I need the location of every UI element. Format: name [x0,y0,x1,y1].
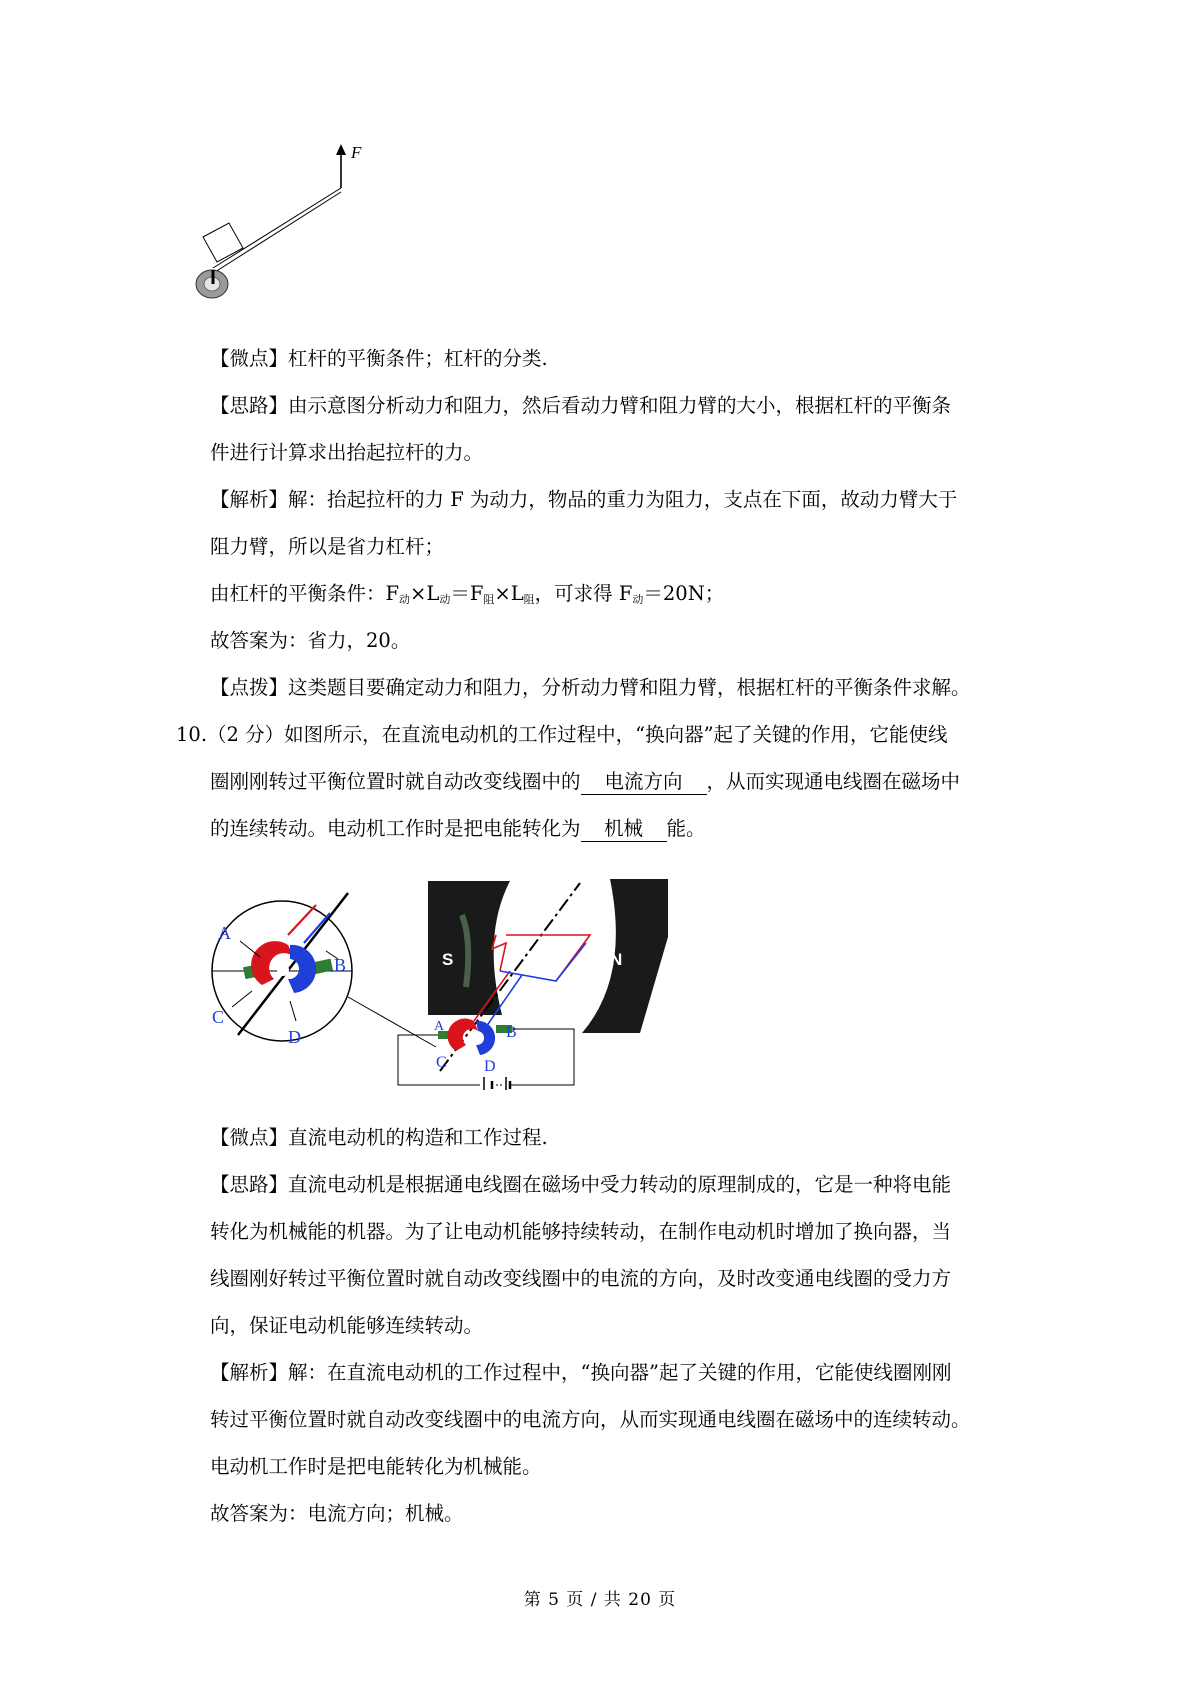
motor-figure [210,875,730,1090]
q9-silu-line2: 件进行计算求出抬起拉杆的力。 [210,441,484,464]
q10-weidian: 【微点】直流电动机的构造和工作过程. [210,1126,548,1149]
coil-blue [500,943,586,981]
small-label-c: C [436,1054,447,1071]
label-a: A [218,923,231,943]
label-b: B [334,955,347,975]
page-footer: 第 5 页 / 共 20 页 [523,1590,677,1610]
q10-silu-line3: 线圈刚好转过平衡位置时就自动改变线圈中的电流的方向，及时改变通电线圈的受力方 [210,1267,952,1290]
q10-number: 10. [176,723,208,746]
circuit-wire-right [510,1029,574,1085]
lever-figure [195,140,385,310]
q9-answer: 故答案为：省力，20。 [210,629,411,652]
small-label-a: A [434,1019,445,1034]
q10-silu-line2: 转化为机械能的机器。为了让电动机能够持续转动，在制作电动机时增加了换向器，当 [210,1220,952,1243]
q9-dianbo: 【点拨】这类题目要确定动力和阻力，分析动力臂和阻力臂，根据杠杆的平衡条件求解。 [210,676,971,699]
q10-stem-line2: 圈刚刚转过平衡位置时就自动改变线圈中的 电流方向 ，从而实现通电线圈在磁场中 [210,770,961,793]
box-object [203,223,243,262]
q10-jiexi-line2: 转过平衡位置时就自动改变线圈中的电流方向，从而实现通电线圈在磁场中的连续转动。 [210,1408,971,1431]
q9-jiexi-line2: 阻力臂，所以是省力杠杆； [210,535,445,558]
answer-blank-2: 机械 [581,817,667,842]
label-s: S [442,950,454,969]
force-label: F [351,143,362,162]
label-d: D [288,1027,301,1047]
small-label-d: D [484,1058,496,1075]
q10-silu-line4: 向，保证电动机能够连续转动。 [210,1314,484,1337]
force-arrowhead [336,144,346,155]
answer-blank-1: 电流方向 [581,770,707,795]
q10-stem-line1: 10.（2 分）如图所示，在直流电动机的工作过程中，“换向器”起了关键的作用，它能使线 [176,723,948,746]
q10-stem-line3: 的连续转动。电动机工作时是把电能转化为 机械 能。 [210,817,706,840]
q9-silu-line1: 【思路】由示意图分析动力和阻力，然后看动力臂和阻力臂的大小，根据杠杆的平衡条 [210,394,952,417]
q9-formula: 由杠杆的平衡条件：$F_动\times L_动=F_阻\times L_阻$，可求得 $F_动=20N$； [210,582,725,606]
q10-silu-line1: 【思路】直流电动机是根据通电线圈在磁场中受力转动的原理制成的，它是一种将电能 [210,1173,952,1196]
q10-jiexi-line3: 电动机工作时是把电能转化为机械能。 [210,1455,542,1478]
label-c: C [212,1007,225,1027]
magnet-n [582,879,668,1033]
q9-jiexi-line1: 【解析】解：抬起拉杆的力 F 为动力，物品的重力为阻力，支点在下面，故动力臂大于 [210,488,958,511]
q10-jiexi-line1: 【解析】解：在直流电动机的工作过程中，“换向器”起了关键的作用，它能使线圈刚刚 [210,1361,952,1384]
q10-answer: 故答案为：电流方向；机械。 [210,1502,464,1525]
label-n: N [610,950,623,969]
q9-weidian: 【微点】杠杆的平衡条件；杠杆的分类. [210,347,548,370]
small-label-b: B [506,1024,517,1041]
